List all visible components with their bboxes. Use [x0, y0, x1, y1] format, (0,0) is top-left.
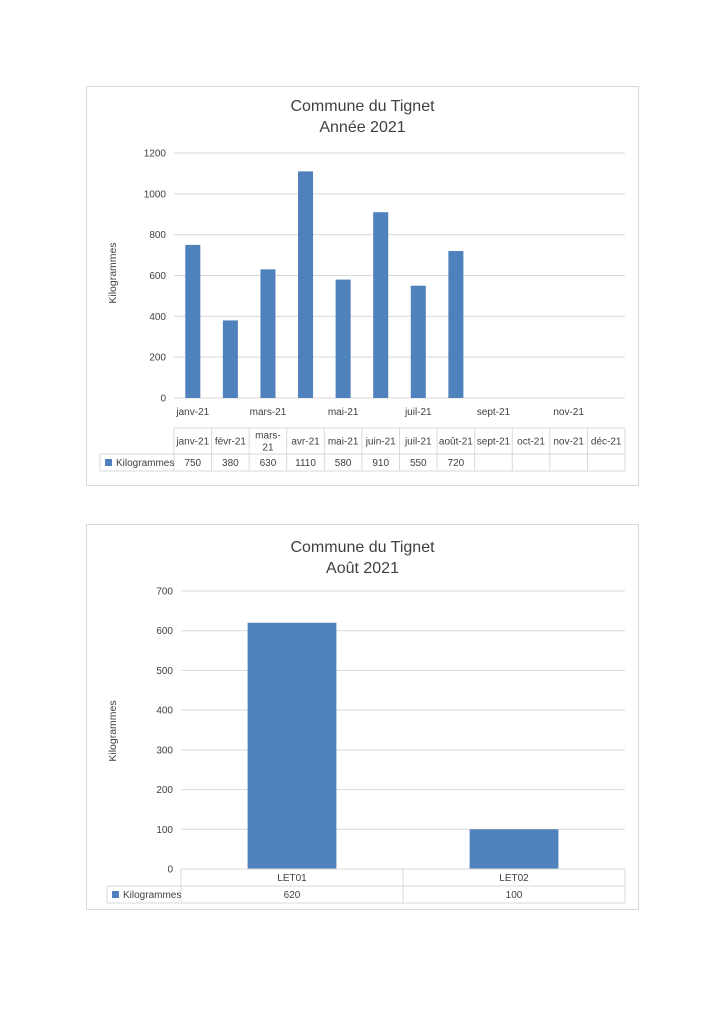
bar [411, 286, 426, 398]
chart-plot [87, 87, 638, 485]
chart-subtitle: Août 2021 [326, 560, 399, 577]
table-header-cell: mai-21 [327, 436, 359, 448]
chart-annual [86, 86, 639, 486]
bar [260, 269, 275, 398]
table-header-cell: sept-21 [476, 436, 511, 448]
table-value-cell: 750 [184, 458, 202, 469]
table-header-cell: mars-21 [255, 430, 281, 454]
y-tick-label: 200 [149, 352, 166, 364]
y-tick-label: 300 [156, 745, 173, 757]
y-tick-label: 0 [167, 864, 173, 876]
y-tick-label: 1200 [143, 148, 166, 160]
bar [470, 829, 559, 869]
bar [248, 623, 337, 869]
table-header-cell: déc-21 [590, 436, 622, 448]
table-header-cell: juin-21 [365, 436, 396, 448]
legend-label: Kilogrammes [123, 890, 182, 901]
y-tick-label: 200 [156, 785, 173, 797]
chart-title: Commune du Tignet [290, 539, 435, 556]
y-tick-label: 800 [149, 230, 166, 242]
x-tick-label: mars-21 [249, 407, 287, 418]
y-tick-label: 400 [156, 705, 173, 717]
table-value-cell: 630 [259, 458, 277, 469]
bar [373, 212, 388, 398]
legend-label: Kilogrammes [116, 458, 175, 469]
table-header-cell: janv-21 [176, 436, 210, 448]
table-header-cell: avr-21 [291, 436, 320, 448]
y-tick-label: 700 [156, 586, 173, 598]
y-tick-label: 0 [160, 393, 166, 405]
table-value-cell: 380 [222, 458, 239, 469]
x-tick-label: mai-21 [327, 407, 359, 418]
y-tick-label: 600 [149, 271, 166, 282]
x-tick-label: nov-21 [553, 407, 584, 418]
table-value-cell: 580 [334, 458, 352, 469]
chart-august [86, 524, 639, 910]
table-value-cell: 620 [283, 890, 301, 901]
chart-title: Commune du Tignet [290, 98, 435, 115]
y-axis-label: Kilogrammes [107, 700, 119, 762]
table-header-cell: août-21 [438, 436, 473, 448]
x-tick-label: sept-21 [476, 407, 511, 418]
chart-subtitle: Année 2021 [319, 119, 406, 136]
table-value-cell: 550 [409, 458, 427, 469]
table-value-cell: 1110 [295, 458, 316, 469]
y-tick-label: 600 [156, 626, 173, 638]
bar [336, 280, 351, 398]
bar [185, 245, 200, 398]
legend-swatch [112, 891, 119, 898]
x-tick-label: juil-21 [404, 407, 432, 418]
y-tick-label: 400 [149, 311, 166, 323]
y-tick-label: 1000 [143, 189, 166, 201]
table-value-cell: 100 [505, 890, 523, 901]
table-value-cell: 910 [372, 458, 390, 469]
y-tick-label: 500 [156, 665, 173, 677]
bar [298, 171, 313, 398]
table-header-cell: LET01 [277, 873, 307, 884]
y-tick-label: 100 [156, 824, 173, 836]
y-axis-label: Kilogrammes [107, 242, 119, 304]
table-value-cell: 720 [447, 458, 465, 469]
legend-swatch [105, 459, 112, 466]
x-tick-label: janv-21 [176, 407, 210, 418]
table-header-cell: févr-21 [214, 436, 246, 448]
bar [448, 251, 463, 398]
table-header-cell: juil-21 [404, 436, 432, 448]
table-header-cell: LET02 [499, 873, 529, 884]
bar [223, 320, 238, 398]
chart-plot [87, 525, 638, 909]
table-header-cell: oct-21 [517, 436, 545, 448]
table-header-cell: nov-21 [553, 436, 584, 448]
